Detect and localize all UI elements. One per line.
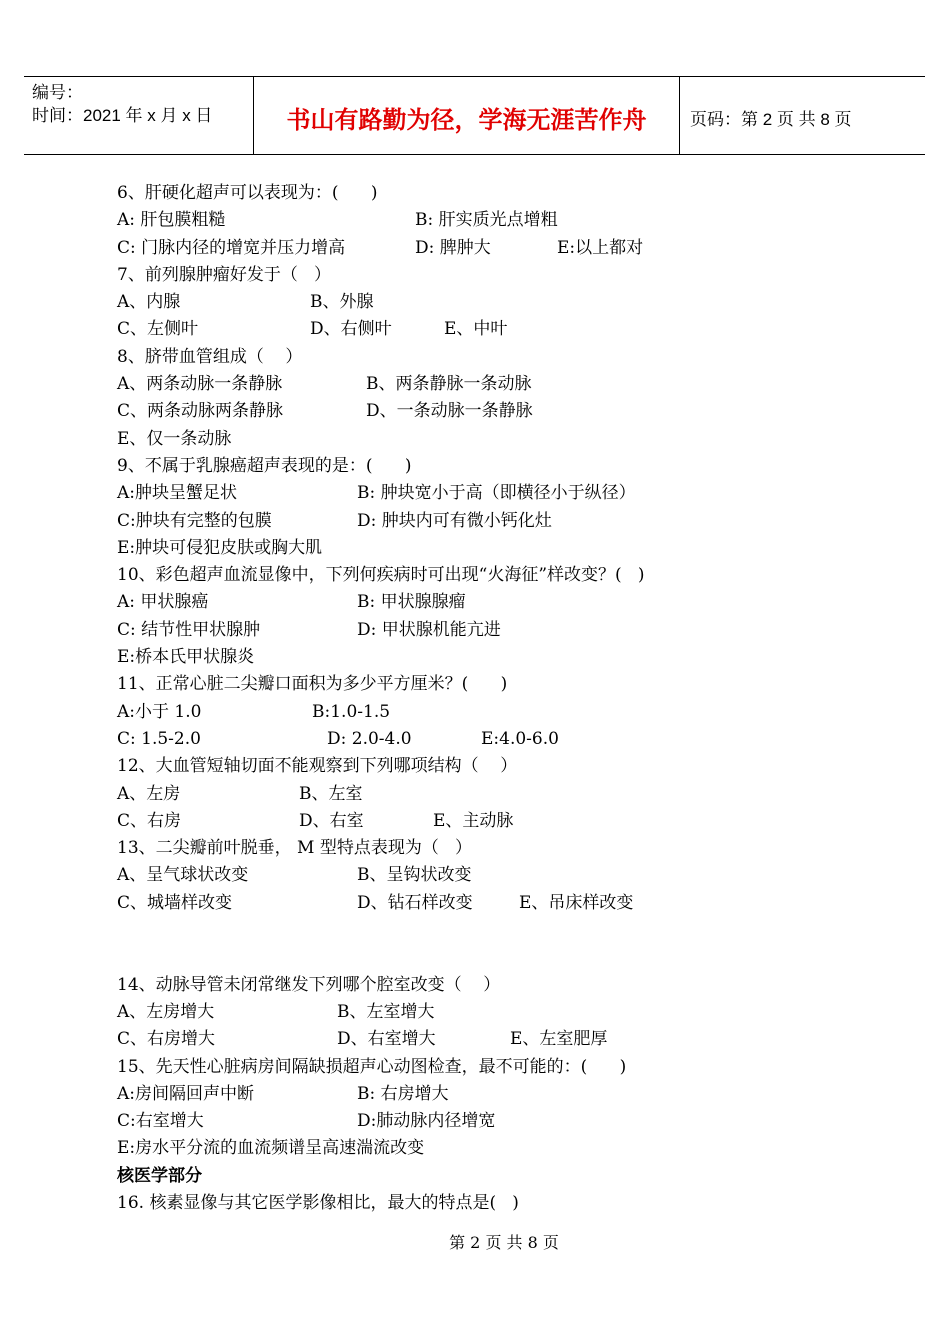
option: E:肿块可侵犯皮肤或胸大肌 [117, 537, 323, 558]
option-row [117, 316, 877, 343]
page-header [24, 76, 925, 155]
option-row [117, 617, 877, 644]
header-motto: 书山有路勤为径，学海无涯苦作舟 [254, 77, 680, 154]
option: C:右室增大 [117, 1111, 204, 1132]
option: B: 肝实质光点增粗 [415, 210, 558, 231]
option-row [117, 781, 877, 808]
option: E:以上都对 [557, 237, 644, 258]
option-row [117, 480, 877, 507]
page-footer: 第 2 页 共 8 页 [449, 1233, 559, 1252]
option: E、仅一条动脉 [117, 428, 232, 449]
option: D、右侧叶 [310, 319, 392, 340]
option: D:肺动脉内径增宽 [357, 1111, 496, 1132]
option-row [117, 808, 877, 835]
option-row [117, 398, 877, 425]
option: C、两条动脉两条静脉 [117, 401, 284, 422]
header-meta [24, 77, 254, 154]
option: C: 1.5-2.0 [117, 728, 201, 749]
option: D、右室 [299, 810, 364, 831]
option-row [117, 289, 877, 316]
option: A: 甲状腺癌 [117, 592, 209, 613]
option: E:桥本氏甲状腺炎 [117, 647, 255, 668]
option: E:房水平分流的血流频谱呈高速湍流改变 [117, 1138, 425, 1159]
option-row [117, 999, 877, 1026]
option: A: 肝包膜粗糙 [117, 210, 226, 231]
header-page-number: 页码：第 2 页 共 8 页 [690, 110, 852, 129]
option-row [117, 644, 877, 671]
document-time-label: 时间：2021 年 x 月 x 日 [32, 106, 213, 125]
question-stem: 7、前列腺肿瘤好发于（ ） [117, 264, 332, 285]
option: D: 脾肿大 [415, 237, 491, 258]
option-row [117, 589, 877, 616]
question-stem: 11、正常心脏二尖瓣口面积为多少平方厘米？( ) [117, 674, 508, 695]
option: D: 肿块内可有微小钙化灶 [357, 510, 552, 531]
question-list [117, 180, 877, 1217]
option: C:肿块有完整的包膜 [117, 510, 272, 531]
option: C、左侧叶 [117, 319, 199, 340]
option: D、钻石样改变 [357, 892, 473, 913]
question-stem: 15、先天性心脏病房间隔缺损超声心动图检查，最不可能的：( ) [117, 1056, 627, 1077]
option-row [117, 1108, 877, 1135]
option: D: 甲状腺机能亢进 [357, 619, 501, 640]
option-row [117, 235, 877, 262]
option-row [117, 726, 877, 753]
option: C: 门脉内径的增宽并压力增高 [117, 237, 346, 258]
option: B: 甲状腺腺瘤 [357, 592, 466, 613]
option-row [117, 371, 877, 398]
option: A:小于 1.0 [117, 701, 202, 722]
option: C、右房 [117, 810, 182, 831]
option-row [117, 862, 877, 889]
option-row [117, 207, 877, 234]
question-stem: 16. 核素显像与其它医学影像相比，最大的特点是( ) [117, 1192, 519, 1213]
option: E:4.0-6.0 [481, 728, 559, 749]
option-row [117, 1026, 877, 1053]
question-stem: 9、不属于乳腺癌超声表现的是：( ) [117, 455, 412, 476]
option: D、一条动脉一条静脉 [366, 401, 533, 422]
option: B、两条静脉一条动脉 [366, 374, 532, 395]
option: A、左房增大 [117, 1001, 215, 1022]
option: B: 右房增大 [357, 1083, 449, 1104]
option: B、呈钩状改变 [357, 865, 472, 886]
question-stem: 12、大血管短轴切面不能观察到下列哪项结构（ ） [117, 756, 518, 777]
option: D: 2.0-4.0 [327, 728, 412, 749]
option: A、呈气球状改变 [117, 865, 249, 886]
question-stem: 6、肝硬化超声可以表现为：( ) [117, 183, 378, 203]
option-row [117, 1135, 877, 1162]
question-stem: 10、彩色超声血流显像中，下列何疾病时可出现“火海征”样改变？( ) [117, 565, 645, 586]
option: E、吊床样改变 [519, 892, 634, 913]
blank-line [117, 944, 877, 971]
section-title: 核医学部分 [117, 1165, 202, 1186]
option: C、右房增大 [117, 1029, 216, 1050]
option: A、内腺 [117, 292, 181, 313]
option: E、中叶 [444, 319, 508, 340]
option: D、右室增大 [337, 1029, 436, 1050]
option: A、两条动脉一条静脉 [117, 374, 283, 395]
option: E、左室肥厚 [510, 1029, 608, 1050]
option-row [117, 426, 877, 453]
question-stem: 8、脐带血管组成（ ） [117, 346, 303, 367]
option: A:肿块呈蟹足状 [117, 483, 238, 504]
question-stem: 14、动脉导管未闭常继发下列哪个腔室改变（ ） [117, 974, 501, 995]
option: B、左室 [299, 783, 363, 804]
document-number-label: 编号： [32, 83, 83, 102]
option-row [117, 535, 877, 562]
question-stem: 13、二尖瓣前叶脱垂， M 型特点表现为（ ） [117, 838, 473, 859]
option-row [117, 508, 877, 535]
option-row [117, 890, 877, 945]
option: B:1.0-1.5 [312, 701, 391, 722]
option-row [117, 1081, 877, 1108]
option: C、城墙样改变 [117, 892, 233, 913]
option: B: 肿块宽小于高（即横径小于纵径） [357, 483, 636, 504]
option: E、主动脉 [433, 810, 514, 831]
option: B、外腺 [310, 292, 374, 313]
option: A:房间隔回声中断 [117, 1083, 255, 1104]
option: A、左房 [117, 783, 181, 804]
option-row [117, 699, 877, 726]
option: C: 结节性甲状腺肿 [117, 619, 261, 640]
option: B、左室增大 [337, 1001, 435, 1022]
